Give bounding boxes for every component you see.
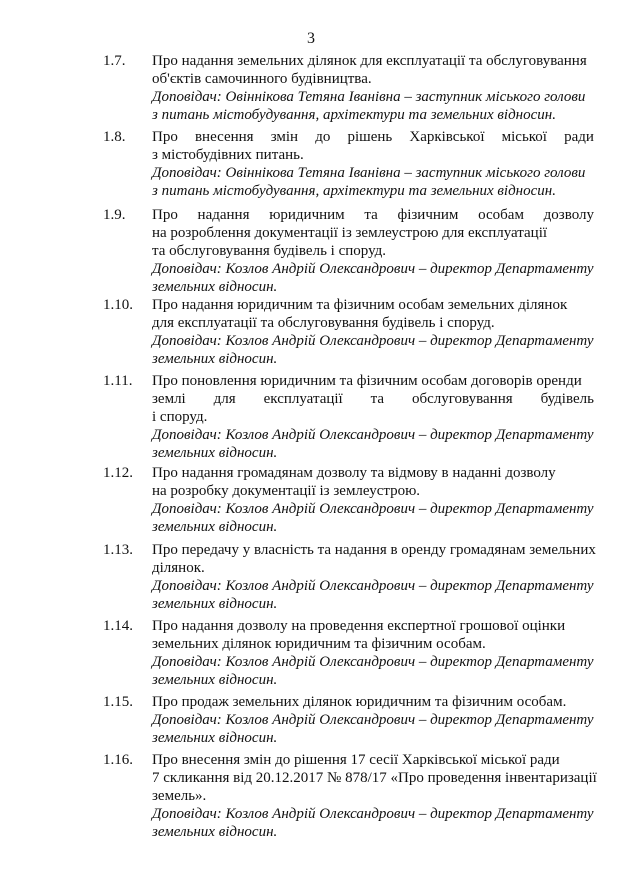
speaker-line: Доповідач: Козлов Андрій Олександрович – директор Департаменту xyxy=(152,261,594,277)
speaker-line: Доповідач: Козлов Андрій Олександрович – директор Департаменту xyxy=(152,806,594,822)
item-number: 1.14. xyxy=(103,618,133,634)
word: обслуговування xyxy=(412,391,513,407)
item-title-line: Про надання дозволу на проведення експертної грошової оцінки xyxy=(152,618,566,634)
speaker-line: земельних відносин. xyxy=(152,445,278,461)
item-body xyxy=(152,52,594,124)
word: експлуатації xyxy=(263,391,343,407)
item-title-line: об'єктів самочинного будівництва. xyxy=(152,71,372,87)
speaker-line: земельних відносин. xyxy=(152,730,278,746)
word: внесення xyxy=(194,129,254,145)
speaker-line: Доповідач: Овіннікова Тетяна Іванівна – заступник міського голови xyxy=(152,89,586,105)
speaker-line: земельних відносин. xyxy=(152,279,278,295)
speaker-line: Доповідач: Овіннікова Тетяна Іванівна – заступник міського голови xyxy=(152,165,586,181)
word: Харківської xyxy=(409,129,485,145)
item-number: 1.9. xyxy=(103,207,126,223)
word: особам xyxy=(478,207,524,223)
item-body xyxy=(152,617,594,689)
speaker-line: з питань містобудування, архітектури та земельних відносин. xyxy=(152,183,556,199)
speaker-line: Доповідач: Козлов Андрій Олександрович – директор Департаменту xyxy=(152,578,594,594)
item-body xyxy=(152,296,594,368)
item-body xyxy=(152,128,594,200)
item-number: 1.13. xyxy=(103,542,133,558)
word: змін xyxy=(270,129,299,145)
word: та xyxy=(364,207,378,223)
item-title-line: Про надання юридичним та фізичним особам земельних ділянок xyxy=(152,297,568,313)
item-title-line: Про надання земельних ділянок для експлуатації та обслуговування xyxy=(152,53,587,69)
speaker-line: земельних відносин. xyxy=(152,351,278,367)
item-title-line: на розроблення документації із землеустрою для експлуатації xyxy=(152,225,548,241)
speaker-line: земельних відносин. xyxy=(152,519,278,535)
item-title-line: Про внесення змін до рішення 17 сесії Харківської міської ради xyxy=(152,752,560,768)
item-body xyxy=(152,693,594,747)
item-title-line: земельних ділянок юридичним та фізичним особам. xyxy=(152,636,486,652)
item-title-line: земель». xyxy=(152,788,207,804)
speaker-line: з питань містобудування, архітектури та земельних відносин. xyxy=(152,107,556,123)
item-body xyxy=(152,464,594,536)
item-title-line: Про передачу у власність та надання в оренду громадянам земельних xyxy=(152,542,596,558)
word: рішень xyxy=(347,129,393,145)
item-title-line: і споруд. xyxy=(152,409,208,425)
word: міської xyxy=(501,129,547,145)
item-title-line: 7 скликання від 20.12.2017 № 878/17 «Про проведення інвентаризації xyxy=(152,770,597,786)
word: дозволу xyxy=(543,207,594,223)
word: ради xyxy=(564,129,594,145)
word: для xyxy=(213,391,236,407)
speaker-line: Доповідач: Козлов Андрій Олександрович – директор Департаменту xyxy=(152,712,594,728)
item-number: 1.12. xyxy=(103,465,133,481)
word: землі xyxy=(152,391,186,407)
item-title-line: Про продаж земельних ділянок юридичним та фізичним особам. xyxy=(152,694,567,710)
word: юридичним xyxy=(269,207,345,223)
item-body xyxy=(152,372,594,462)
word: надання xyxy=(197,207,250,223)
speaker-line: Доповідач: Козлов Андрій Олександрович – директор Департаменту xyxy=(152,427,594,443)
word: Про xyxy=(152,129,178,145)
item-title-line: ділянок. xyxy=(152,560,205,576)
item-title-line: та обслуговування будівель і споруд. xyxy=(152,243,387,259)
speaker-line: земельних відносин. xyxy=(152,824,278,840)
speaker-line: Доповідач: Козлов Андрій Олександрович – директор Департаменту xyxy=(152,654,594,670)
item-number: 1.11. xyxy=(103,373,133,389)
item-number: 1.15. xyxy=(103,694,133,710)
speaker-line: Доповідач: Козлов Андрій Олександрович – директор Департаменту xyxy=(152,333,594,349)
speaker-line: земельних відносин. xyxy=(152,596,278,612)
item-title-line: Про поновлення юридичним та фізичним особам договорів оренди xyxy=(152,373,582,389)
item-number: 1.10. xyxy=(103,297,133,313)
item-body xyxy=(152,751,597,841)
item-body xyxy=(152,541,594,613)
item-title-line-justified xyxy=(152,128,594,146)
word: фізичним xyxy=(397,207,459,223)
item-title-line: для експлуатації та обслуговування будівель і споруд. xyxy=(152,315,495,331)
speaker-line: земельних відносин. xyxy=(152,672,278,688)
speaker-line: Доповідач: Козлов Андрій Олександрович – директор Департаменту xyxy=(152,501,594,517)
item-body xyxy=(152,206,594,296)
item-title-line: Про надання громадянам дозволу та відмову в наданні дозволу xyxy=(152,465,556,481)
word: та xyxy=(370,391,385,407)
item-title-line-justified xyxy=(152,206,594,224)
word: до xyxy=(315,129,331,145)
item-title-line-justified xyxy=(152,390,594,408)
word: будівель xyxy=(540,391,594,407)
page-number: 3 xyxy=(307,30,315,47)
word: Про xyxy=(152,207,178,223)
item-number: 1.16. xyxy=(103,752,133,768)
item-number: 1.8. xyxy=(103,129,126,145)
item-number: 1.7. xyxy=(103,53,126,69)
item-title-line: на розробку документації із землеустрою. xyxy=(152,483,421,499)
item-title-line: з містобудівних питань. xyxy=(152,147,304,163)
